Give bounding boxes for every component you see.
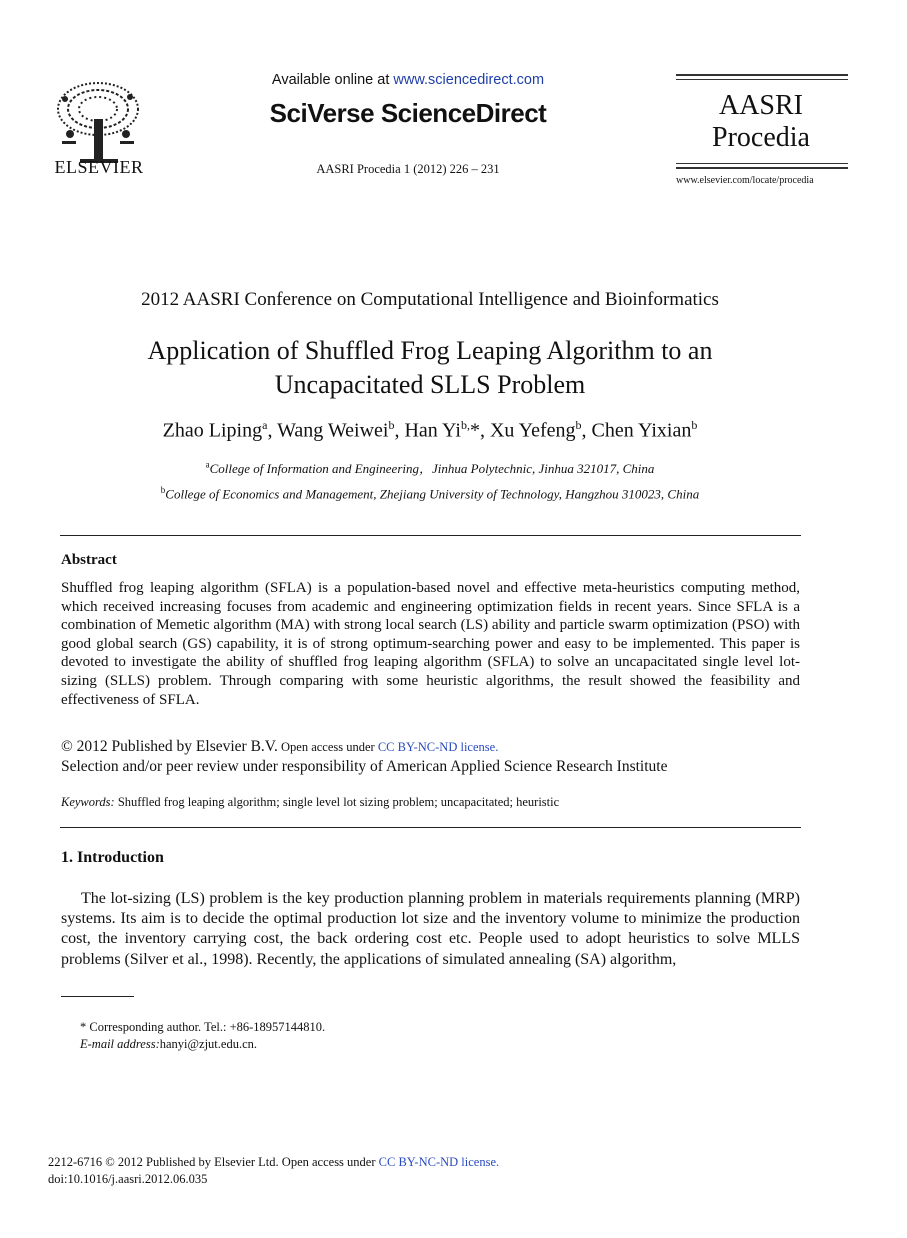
author-sep: , [267,419,278,442]
affil-sup: a [205,459,210,470]
keywords-label: Keywords: [61,795,115,809]
journal-citation: AASRI Procedia 1 (2012) 226 – 231 [316,162,500,176]
sciencedirect-link[interactable]: www.sciencedirect.com [393,72,545,88]
page-footer [48,1154,499,1187]
journal-url[interactable]: www.elsevier.com/locate/procedia [676,175,814,186]
license-link[interactable]: CC BY-NC-ND license. [377,740,499,754]
footer-doi: doi:10.1016/j.aasri.2012.06.035 [48,1171,208,1186]
header-rule-bottom [676,167,848,169]
paper-title-line1: Application of Shuffled Frog Leaping Algorithm to an [147,336,713,365]
author-sep: , [581,419,592,442]
available-online-line [228,72,588,88]
available-prefix: Available online at [271,72,394,88]
abstract-body: Shuffled frog leaping algorithm (SFLA) is a population-based novel and effective meta-heuristics computing method, which received increasing focuses from academic and engineering optimization fields in recent years. Since SFLA is a combination of Memetic algorithm (MA) with strong local search (LS) ability and particle swarm optimization (PSO) with good global search (GS) capability, it is of strong optimum-searching power and easy to be implemented. This paper is devoted to investigate the ability of shuffled frog leaping algorithm (SFLA) to solve an uncapacitated single level lot-sizing (SLLS) problem. Through comparing with some heuristic algorithms, the result showed the feasibility and effectiveness of SFLA. [61,580,800,708]
author-name: Xu Yefeng [489,419,576,442]
paper-title-line2: Uncapacitated SLLS Problem [274,370,586,399]
author-name: Han Yi [404,419,461,442]
divider-bottom [60,827,801,828]
keywords-text: Shuffled frog leaping algorithm; single level lot sizing problem; uncapacitated; heuristic [114,795,560,809]
platform-logo-text: SciVerse ScienceDirect [269,98,547,128]
journal-title-line1: AASRI [718,90,803,121]
author-affil-sup: b [575,418,582,432]
journal-title [676,90,846,154]
email-address[interactable]: hanyi@zjut.edu.cn. [159,1037,257,1051]
copyright-block [61,737,800,777]
email-label: E-mail address: [80,1037,160,1051]
affil-text: College of Information and Engineering，Jinhua Polytechnic, Jinhua 321017, China [209,461,655,476]
corresponding-author: * Corresponding author. Tel.: +86-18957144810. [80,1020,326,1034]
open-access-text: Open access under [277,740,378,754]
footer-issn: 2212-6716 © 2012 Published by Elsevier Ltd. [48,1155,279,1169]
author-list [0,418,860,443]
journal-title-line2: Procedia [712,122,810,153]
email-line [80,1036,325,1053]
footer-issn-line [48,1154,499,1171]
author-name: Zhao Liping [162,419,263,442]
footnote-rule [61,996,134,997]
author-affil-sup: b [691,418,698,432]
footnote [80,1019,325,1053]
introduction-body: The lot-sizing (LS) problem is the key production planning problem in materials requirements planning (MRP) systems. Its aim is to decide the optimal production lot size and the inventory volume to minimize the production cost, the inventory carrying cost, the back ordering cost etc. People used to adopt heuristics to solve MLLS problems (Silver et al., 1998). Recently, the applications of simulated annealing (SA) algorithm, [61,890,800,968]
header-rule-top-thin [676,79,848,80]
conference-name: 2012 AASRI Conference on Computational Intelligence and Bioinformatics [141,289,719,310]
author-affil-sup: a [262,418,268,432]
author-sep: , [394,419,405,442]
abstract-heading: Abstract [61,552,117,568]
footer-license-link[interactable]: CC BY-NC-ND license. [378,1155,500,1169]
paper-title [80,334,780,402]
section-heading: 1. Introduction [61,849,164,866]
affil-text: College of Economics and Management, Zhejiang University of Technology, Hangzhou 310023, China [165,486,700,502]
author-affil-sup: b, [460,418,470,432]
publisher-wordmark: ELSEVIER [54,157,144,177]
affiliation-b [0,485,860,502]
peer-review-line: Selection and/or peer review under responsibility of American Applied Science Research Institute [61,758,668,775]
copyright-main: © 2012 Published by Elsevier B.V. [61,738,278,755]
header-rule-top [676,74,848,76]
header-rule-bottom-thin [676,163,848,164]
author-name: Wang Weiwei [277,419,389,442]
copyright-line [61,737,800,757]
author-name: Chen Yixian [591,419,692,442]
affil-sup: b [160,485,166,495]
affiliation-a [0,458,860,477]
footer-open-access: Open access under [278,1155,379,1169]
divider-top [60,535,801,536]
author-sep: *, [469,419,490,442]
keywords-line [61,795,800,810]
author-affil-sup: b [388,418,395,432]
